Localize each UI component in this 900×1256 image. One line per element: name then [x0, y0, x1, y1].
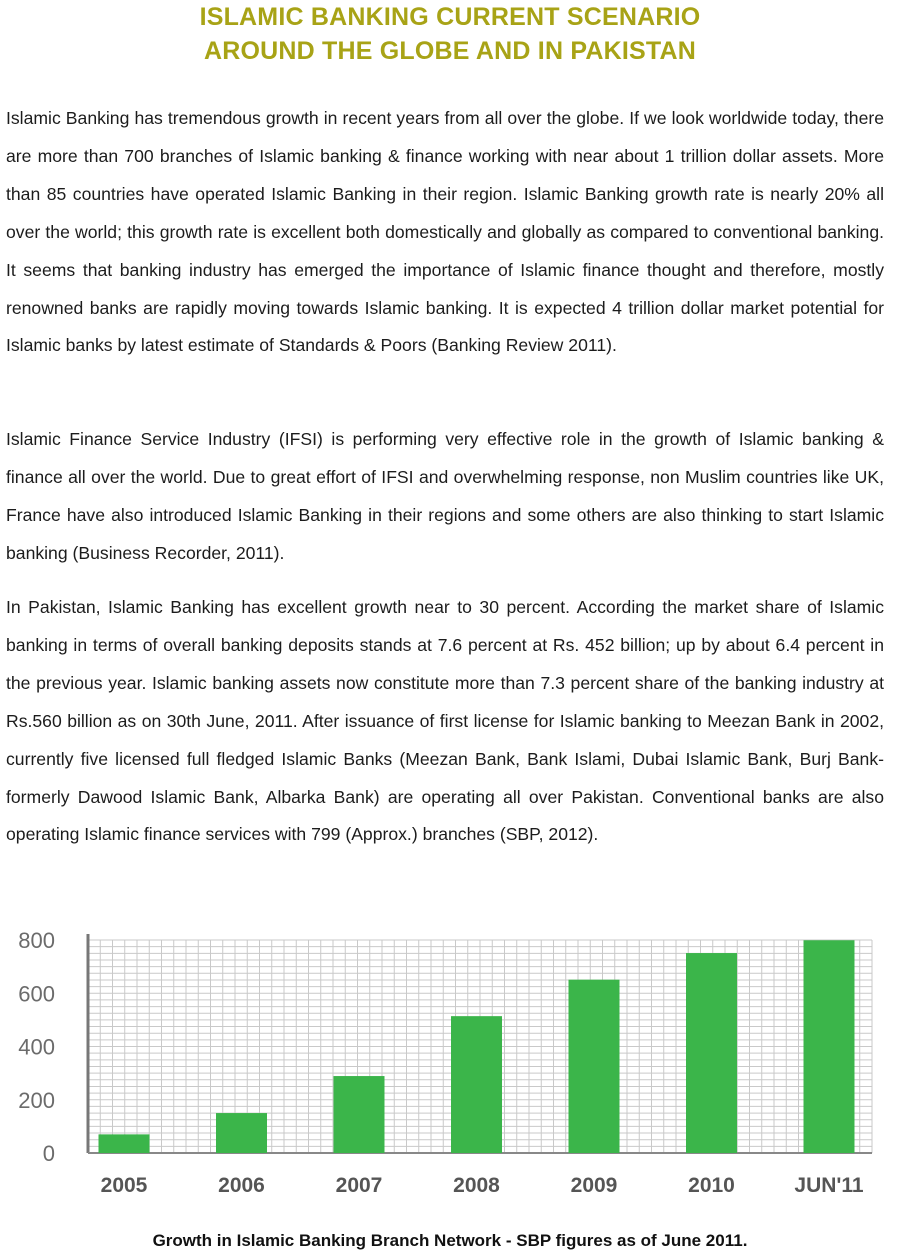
bar-2007	[334, 1076, 385, 1153]
y-tick-label: 400	[18, 1034, 55, 1060]
x-tick-label: 2006	[218, 1174, 265, 1197]
bar-2008	[451, 1016, 502, 1153]
document-title	[0, 0, 900, 68]
x-tick-label: 2007	[335, 1174, 383, 1197]
y-tick-label: 200	[18, 1087, 55, 1113]
y-tick-label: 600	[18, 981, 55, 1007]
chart-caption: Growth in Islamic Banking Branch Network - SBP figures as of June 2011.	[152, 1231, 748, 1250]
y-tick-label: 800	[18, 928, 55, 953]
title-line-2: AROUND THE GLOBE AND IN PAKISTAN	[203, 37, 697, 65]
x-tick-label: 2009	[570, 1174, 618, 1197]
title-line-1: ISLAMIC BANKING CURRENT SCENARIO	[199, 3, 701, 31]
branch-growth-chart	[0, 925, 900, 1205]
x-tick-label: 2005	[100, 1174, 148, 1197]
x-tick-label: JUN'11	[794, 1174, 864, 1197]
paragraph-ifsi: Islamic Finance Service Industry (IFSI) is performing very effective role in the growth of Islamic banking & finance all over the world. Due to great effort of IFSI and overwhelming response, non Muslim countries like UK, France have also introduced Islamic Banking in their regions and some others are also thinking to start Islamic banking (Business Recorder, 2011).	[6, 429, 884, 563]
x-tick-label: 2010	[688, 1174, 735, 1197]
bar-chart-svg	[0, 925, 900, 1205]
bar-2006	[216, 1113, 267, 1153]
bar-2005	[99, 1134, 150, 1153]
y-tick-label: 0	[42, 1141, 55, 1166]
bar-2009	[569, 980, 620, 1153]
paragraph-pakistan: In Pakistan, Islamic Banking has excellent growth near to 30 percent. According the market share of Islamic banking in terms of overall banking deposits stands at 7.6 percent at Rs. 452 billion; up by about 6.4 percent in the previous year. Islamic banking assets now constitute more than 7.3 percent share of the banking industry at Rs.560 billion as on 30th June, 2011. After issuance of first license for Islamic banking to Meezan Bank in 2002, currently five licensed full fledged Islamic Banks (Meezan Bank, Bank Islami, Dubai Islamic Bank, Burj Bank-formerly Dawood Islamic Bank, Albarka Bank) are operating all over Pakistan. Conventional banks are also operating Islamic finance services with 799 (Approx.) branches (SBP, 2012).	[6, 597, 884, 845]
paragraph-global-growth: Islamic Banking has tremendous growth in recent years from all over the globe. If we look worldwide today, there are more than 700 branches of Islamic banking & finance working with near about 1 trillion dollar assets. More than 85 countries have operated Islamic Banking in their region. Islamic Banking growth rate is nearly 20% all over the world; this growth rate is excellent both domestically and globally as compared to conventional banking. It seems that banking industry has emerged the importance of Islamic finance thought and therefore, mostly renowned banks are rapidly moving towards Islamic banking. It is expected 4 trillion dollar market potential for Islamic banks by latest estimate of Standards & Poors (Banking Review 2011).	[6, 108, 884, 356]
x-tick-label: 2008	[453, 1174, 500, 1197]
bar-2010	[686, 953, 737, 1153]
bar-jun11	[804, 940, 855, 1153]
